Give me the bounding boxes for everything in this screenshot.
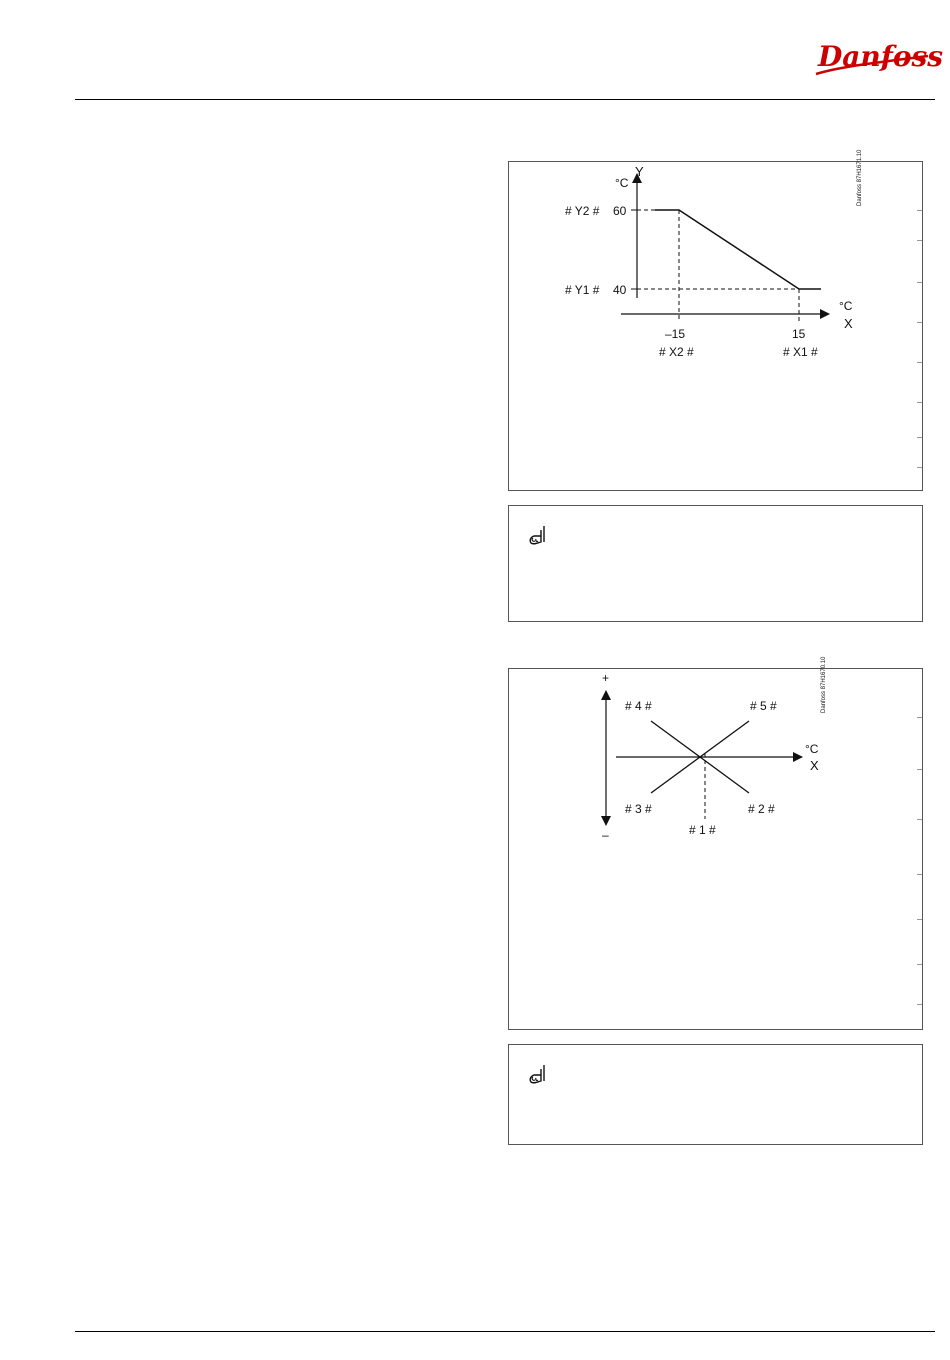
- pointing-hand-icon: [527, 524, 553, 550]
- heating-curve-svg: [509, 149, 922, 490]
- minus-label: –: [602, 828, 609, 842]
- x-unit-label: °C: [839, 299, 853, 313]
- y2-value: 60: [613, 204, 627, 218]
- x1-tag: # X1 #: [783, 345, 818, 359]
- footer-rule: [75, 1331, 935, 1332]
- y1-value: 40: [613, 283, 627, 297]
- curve-shift-diagram: [508, 656, 923, 1030]
- note-box-1: [508, 505, 923, 622]
- tag-5: # 5 #: [750, 699, 777, 713]
- y2-tag: # Y2 #: [565, 204, 600, 218]
- svg-text:Danfoss: Danfoss: [818, 40, 944, 73]
- x-axis-label: X: [844, 316, 853, 331]
- tag-2: # 2 #: [748, 802, 775, 816]
- danfoss-logo: [812, 26, 944, 80]
- x-unit-label: °C: [805, 742, 819, 756]
- tag-4: # 4 #: [625, 699, 652, 713]
- x-axis-label: X: [810, 758, 819, 773]
- y1-tag: # Y1 #: [565, 283, 600, 297]
- x1-value: 15: [792, 327, 806, 341]
- x2-value: –15: [665, 327, 686, 341]
- heating-curve-line: [655, 210, 821, 289]
- header-rule: [75, 99, 935, 100]
- drawing-code: Danfoss 87H1670.10: [821, 656, 827, 713]
- curve-shift-svg: [509, 656, 922, 1029]
- drawing-code: Danfoss 87H1671.10: [857, 149, 863, 206]
- y-unit-label: °C: [615, 176, 629, 190]
- note-box-2: [508, 1044, 923, 1145]
- plus-label: +: [602, 671, 610, 685]
- pointing-hand-icon: [527, 1063, 553, 1089]
- frame-ticks: [914, 162, 922, 490]
- tag-1: # 1 #: [689, 823, 716, 837]
- tag-3: # 3 #: [625, 802, 652, 816]
- heating-curve-diagram: [508, 149, 923, 491]
- frame-ticks-2: [914, 669, 922, 1029]
- y-axis-label: Y: [635, 164, 644, 179]
- x2-tag: # X2 #: [659, 345, 694, 359]
